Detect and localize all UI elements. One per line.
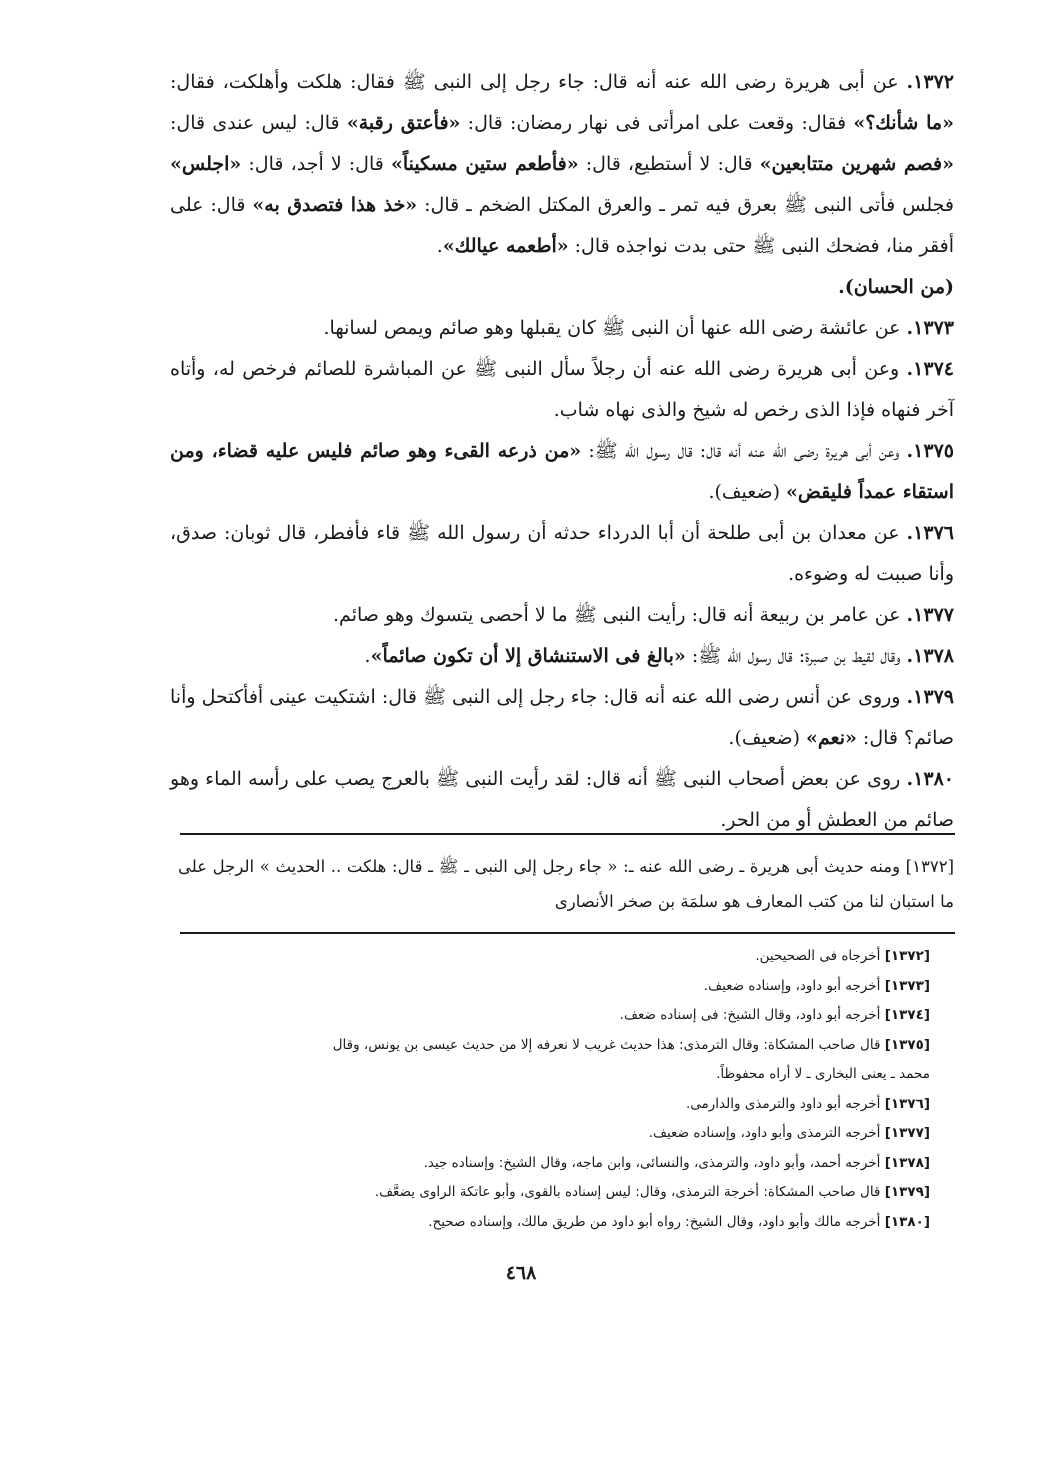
footnote-number: [١٣٧٧]	[884, 1125, 930, 1141]
hadith-paragraph: ١٣٧٩. وروى عن أنس رضى الله عنه أنه قال: جاء رجل إلى النبى ﷺ قال: اشتكيت عينى أفأكتحل وأنا صائم؟ قال: «نعم» (ضعيف).	[170, 686, 954, 749]
footnote-continuation: محمد ـ يعنى البخارى ـ لا أراه محفوظاً.	[716, 1066, 930, 1082]
footnote-number: [١٣٨٠]	[884, 1213, 930, 1230]
footnotes	[180, 942, 930, 1237]
hadith-text: عن معدان بن أبى طلحة أن أبا الدرداء حدثه أن رسول الله ﷺ قاء فأفطر، قال ثوبان: صدق، وأنا صببت له وضوءه.	[170, 522, 954, 585]
hadith-paragraph: ١٣٧٨. وقال لقيط بن صبرة: قال رسول الله ﷺ: «بالغ فى الاستنشاق إلا أن تكون صائماً».	[364, 645, 954, 667]
hadith-number: ١٣٧٧	[913, 604, 954, 626]
hadith-text: وروى عن أنس رضى الله عنه أنه قال: جاء رجل إلى النبى ﷺ قال: اشتكيت عينى أفأكتحل وأنا صائم؟ قال:	[170, 686, 954, 749]
hadith-grade-line	[170, 267, 954, 308]
hadith-text: فقال: وقعت على امرأتى فى نهار رمضان: قال:	[460, 112, 854, 134]
footnote-text: أخرجه أبو داود والترمذى والدارمى.	[686, 1095, 885, 1112]
hadith-quote: «خذ هذا فتصدق به»	[252, 194, 418, 216]
hadith-text: وقال لقيط بن صبرة: قال رسول الله ﷺ:	[685, 645, 907, 667]
hadith-text: قال: ليس عندى قال:	[170, 112, 347, 134]
hadith-quote: «ما شأنك؟»	[853, 112, 954, 134]
footnote-text: قال صاحب المشكاة: أخرجة الترمذى، وقال: ليس إسناده بالقوى، وأبو عاتكة الراوى يضعَّف.	[374, 1184, 885, 1200]
hadith-text: قال: على أفقر منا، فضحك النبى ﷺ حتى بدت نواجذه قال:	[170, 194, 954, 257]
hadith-paragraph: ١٣٧٤. وعن أبى هريرة رضى الله عنه أن رجلاً سأل النبى ﷺ عن المباشرة للصائم فرخص له، وأتاه آخر فنهاه فإذا الذى رخص له شيخ والذى نهاه شاب.	[170, 358, 954, 421]
hadith-text: قال: لا أستطيع، قال:	[578, 153, 760, 175]
hadith-text: .	[364, 645, 371, 667]
hadith-number: ١٣٧٨	[913, 645, 954, 667]
footnote	[180, 1208, 930, 1238]
page-number: ٤٦٨	[505, 1262, 537, 1284]
footnote	[180, 1119, 930, 1149]
hadith-number: ١٣٧٤	[913, 358, 954, 380]
hadith-quote: «أطعمه عيالك»	[442, 235, 569, 257]
hadith-quote: «اجلس»	[170, 153, 242, 175]
commentary-text: [١٣٧٢] ومنه حديث أبى هريرة ـ رضى الله عنه ـ: « جاء رجل إلى النبى ـ ﷺ ـ قال: هلكت .. الحديث » الرجل على ما استبان لنا من كتب المعارف هو سلمَة بن صخر الأنصارى	[178, 857, 954, 911]
hadith-paragraph: ١٣٨٠. روى عن بعض أصحاب النبى ﷺ أنه قال: لقد رأيت النبى ﷺ بالعرج يصب على رأسه الماء وهو صائم من العطش أو من الحر.	[170, 768, 954, 831]
footnote-number: [١٣٧٨]	[884, 1154, 930, 1171]
hadith-text: عن عائشة رضى الله عنها أن النبى ﷺ كان يقبلها وهو صائم ويمص لسانها.	[323, 317, 907, 339]
hadith-quote: «نعم»	[806, 727, 857, 749]
hadith-text: فجلس فأتى النبى ﷺ بعرق فيه تمر ـ والعرق المكتل الضخم ـ قال:	[417, 194, 954, 216]
footnote	[180, 942, 930, 972]
hadith-text: (ضعيف).	[708, 481, 787, 503]
hadith-text: .	[436, 235, 443, 257]
commentary-block	[178, 849, 954, 919]
footnote	[180, 1149, 930, 1179]
section-divider	[180, 833, 955, 835]
footnote-divider	[180, 932, 955, 934]
hadith-paragraph: ١٣٧٣. عن عائشة رضى الله عنها أن النبى ﷺ كان يقبلها وهو صائم ويمص لسانها.	[323, 317, 954, 339]
footnote-number: [١٣٧٩]	[884, 1184, 930, 1200]
footnote-text: قال صاحب المشكاة: وقال الترمذى: هذا حديث غريب لا نعرفه إلا من حديث عيسى بن يونس، وقال	[332, 1036, 885, 1053]
footnote-text: أخرجه أحمد، وأبو داود، والترمذى، والنسائى، وابن ماجه، وقال الشيخ: وإسناده جيد.	[423, 1154, 885, 1171]
footnote	[180, 1090, 930, 1120]
hadith-number: ١٣٨٠	[913, 768, 954, 790]
hadith-text: وعن أبى هريرة رضى الله عنه أنه قال: قال رسول الله ﷺ:	[581, 440, 907, 462]
hadith-text: قال: لا أجد، قال:	[241, 153, 391, 175]
hadith-paragraph: ١٣٧٢. عن أبى هريرة رضى الله عنه أنه قال: جاء رجل إلى النبى ﷺ فقال: هلكت وأهلكت، فقال: «ما شأنك؟» فقال: وقعت على امرأتى فى نهار رمضان: قال: «فأعتق رقبة» قال: ليس عندى قال: «فصم شهرين متتابعين» قال: لا أستطيع، قال: «فأطعم ستين مسكيناً» قال: لا أجد، قال: «اجلس» فجلس فأتى النبى ﷺ بعرق فيه تمر ـ والعرق المكتل الضخم ـ قال: «خذ هذا فتصدق به» قال: على أفقر منا، فضحك النبى ﷺ حتى بدت نواجذه قال: «أطعمه عيالك».	[170, 71, 954, 257]
footnote	[180, 1178, 930, 1208]
hadith-number: ١٣٧٢	[913, 71, 954, 93]
hadith-grade: (من الحسان).	[838, 276, 954, 298]
footnote-text: أخرجه الترمذى وأبو داود، وإسناده ضعيف.	[648, 1125, 885, 1141]
footnote-text: أخرجاه فى الصحيحين.	[755, 948, 885, 964]
footnote-number: [١٣٧٣]	[884, 977, 930, 994]
hadith-quote: «فأطعم ستين مسكيناً»	[390, 153, 579, 175]
hadith-paragraph: ١٣٧٥. وعن أبى هريرة رضى الله عنه أنه قال: قال رسول الله ﷺ: «من ذرعه القىء وهو صائم فليس عليه قضاء، ومن استقاء عمداً فليقض» (ضعيف).	[170, 440, 954, 503]
hadith-quote: «فصم شهرين متتابعين»	[759, 153, 954, 175]
hadith-number: ١٣٧٥	[913, 440, 954, 462]
footnote-text: أخرجه أبو داود، وقال الشيخ: فى إسناده ضعف.	[619, 1007, 885, 1023]
footnote-number: [١٣٧٢]	[884, 948, 930, 964]
hadith-text: عن عامر بن ربيعة أنه قال: رأيت النبى ﷺ ما لا أحصى يتسوك وهو صائم.	[333, 604, 907, 626]
hadith-quote: «بالغ فى الاستنشاق إلا أن تكون صائماً»	[370, 645, 686, 667]
main-text	[170, 62, 954, 841]
footnote-number: [١٣٧٥]	[884, 1036, 930, 1053]
hadith-number: ١٣٧٦	[913, 522, 954, 544]
footnote	[180, 1031, 930, 1061]
hadith-text: (ضعيف).	[728, 727, 807, 749]
footnote-text: أخرجه مالك وأبو داود، وقال الشيخ: رواه أبو داود من طريق مالك، وإسناده صحيح.	[428, 1213, 885, 1230]
hadith-quote: «فأعتق رقبة»	[346, 112, 461, 134]
footnote	[180, 1001, 930, 1031]
hadith-text: وعن أبى هريرة رضى الله عنه أن رجلاً سأل النبى ﷺ عن المباشرة للصائم فرخص له، وأتاه آخر فنهاه فإذا الذى رخص له شيخ والذى نهاه شاب.	[170, 358, 954, 421]
footnote	[180, 972, 930, 1002]
hadith-paragraph: ١٣٧٦. عن معدان بن أبى طلحة أن أبا الدرداء حدثه أن رسول الله ﷺ قاء فأفطر، قال ثوبان: صدق، وأنا صببت له وضوءه.	[170, 522, 954, 585]
hadith-text: روى عن بعض أصحاب النبى ﷺ أنه قال: لقد رأيت النبى ﷺ بالعرج يصب على رأسه الماء وهو صائم من العطش أو من الحر.	[170, 768, 954, 831]
hadith-number: ١٣٧٩	[913, 686, 954, 708]
hadith-quote: «من ذرعه القىء وهو صائم فليس عليه قضاء، ومن استقاء عمداً فليقض»	[170, 440, 954, 503]
hadith-paragraph: ١٣٧٧. عن عامر بن ربيعة أنه قال: رأيت النبى ﷺ ما لا أحصى يتسوك وهو صائم.	[333, 604, 954, 626]
footnote-number: [١٣٧٦]	[884, 1095, 930, 1112]
footnote-text: أخرجه أبو داود، وإسناده ضعيف.	[703, 977, 885, 994]
footnote-number: [١٣٧٤]	[884, 1007, 930, 1023]
hadith-text: عن أبى هريرة رضى الله عنه أنه قال: جاء رجل إلى النبى ﷺ فقال: هلكت وأهلكت، فقال:	[170, 71, 907, 93]
hadith-number: ١٣٧٣	[913, 317, 954, 339]
